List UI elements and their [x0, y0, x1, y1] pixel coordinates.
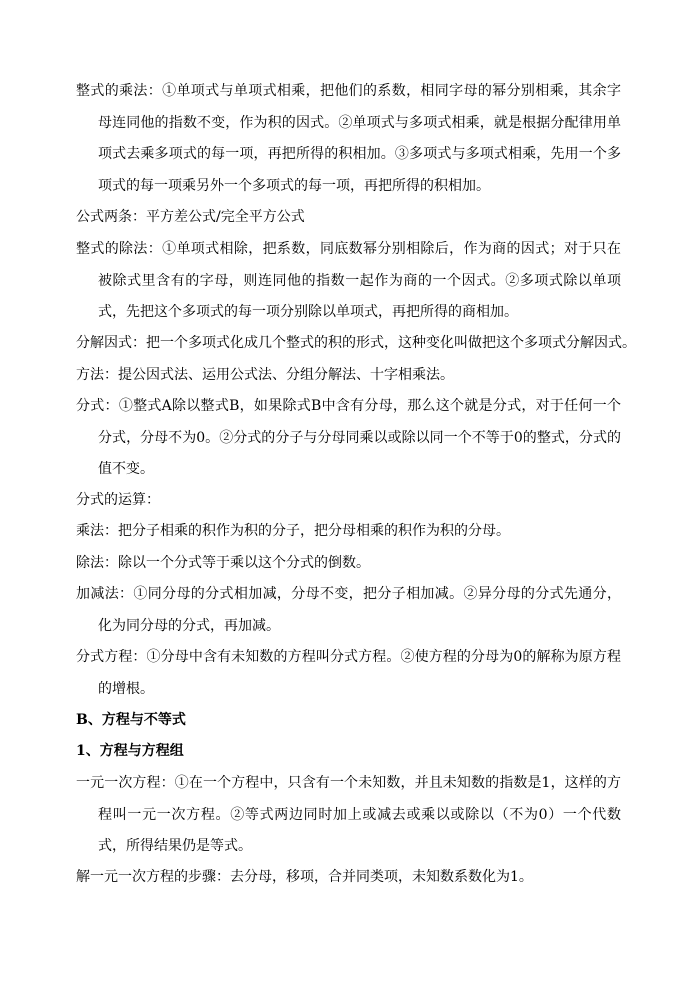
paragraph-linear-equation-steps: 解一元一次方程的步骤：去分母，移项，合并同类项，未知数系数化为1。	[76, 869, 533, 885]
paragraph-linear-equation: 一元一次方程：①在一个方程中，只含有一个未知数，并且未知数的指数是1，这样的方程叫一元一次方程。②等式两边同时加上或减去或乘以或除以（不为0）一个代数式，所得结果仍是等式。	[76, 775, 621, 854]
paragraph-polynomial-division: 整式的除法：①单项式相除，把系数，同底数幂分别相除后，作为商的因式；对于只在被除式里含有的字母，则连同他的指数一起作为商的一个因式。②多项式除以单项式，先把这个多项式的每一项分别除以单项式，再把所得的商相加。	[76, 241, 621, 320]
subsection-heading-1: 1、方程与方程组	[76, 743, 184, 759]
paragraph-division: 除法：除以一个分式等于乘以这个分式的倒数。	[76, 555, 370, 571]
paragraph-two-formulas: 公式两条：平方差公式/完全平方公式	[76, 209, 305, 225]
paragraph-fraction-operations: 分式的运算：	[76, 492, 160, 508]
section-heading-b: B、方程与不等式	[76, 712, 186, 728]
paragraph-polynomial-multiplication: 整式的乘法：①单项式与单项式相乘，把他们的系数，相同字母的幂分别相乘，其余字母连同他的指数不变，作为积的因式。②单项式与多项式相乘，就是根据分配律用单项式去乘多项式的每一项，再把所得的积相加。③多项式与多项式相乘，先用一个多项式的每一项乘另外一个多项式的每一项，再把所得的积相加。	[76, 83, 621, 194]
paragraph-add-subtract: 加减法：①同分母的分式相加减，分母不变，把分子相加减。②异分母的分式先通分，化为同分母的分式，再加减。	[76, 586, 621, 634]
paragraph-fraction: 分式：①整式A除以整式B，如果除式B中含有分母，那么这个就是分式，对于任何一个分式，分母不为0。②分式的分子与分母同乘以或除以同一个不等于0的整式，分式的值不变。	[76, 398, 621, 477]
paragraph-fraction-equation: 分式方程：①分母中含有未知数的方程叫分式方程。②使方程的分母为0的解称为原方程的增根。	[76, 649, 621, 697]
paragraph-factorization: 分解因式：把一个多项式化成几个整式的积的形式，这种变化叫做把这个多项式分解因式。	[76, 335, 636, 351]
paragraph-multiplication: 乘法：把分子相乘的积作为积的分子，把分母相乘的积作为积的分母。	[76, 523, 510, 539]
paragraph-methods: 方法：提公因式法、运用公式法、分组分解法、十字相乘法。	[76, 367, 454, 383]
